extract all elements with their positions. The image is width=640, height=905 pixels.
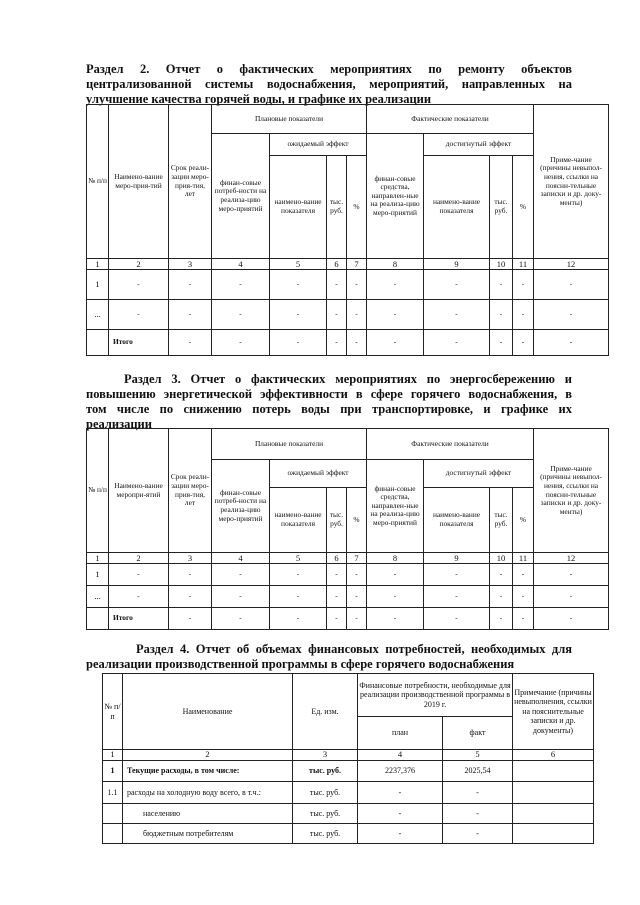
table-row <box>103 824 594 844</box>
cell: - <box>270 330 327 356</box>
cell-unit: тыс. руб. <box>293 782 358 804</box>
cell-num: 1 <box>103 761 123 782</box>
section3-heading-line: реализации <box>86 417 152 431</box>
table-row <box>103 804 594 824</box>
header-note: Приме-чание (причины невыпол-нения, ссылки на поясни-тельные записки и др. доку-менты) <box>534 105 609 259</box>
cell-plan: - <box>358 804 443 824</box>
cell: - <box>169 270 212 300</box>
cell: - <box>513 330 534 356</box>
header-indicator: наимено-вание показателя <box>424 488 490 553</box>
col-number: 3 <box>169 259 212 270</box>
cell: - <box>490 270 513 300</box>
table-row <box>103 782 594 804</box>
header-expected: ожидаемый эффект <box>270 134 367 156</box>
total-row <box>87 608 609 630</box>
cell: - <box>534 270 609 300</box>
cell: - <box>513 586 534 608</box>
col-number: 8 <box>367 259 424 270</box>
header-fact: факт <box>443 717 513 750</box>
cell: ... <box>87 300 109 330</box>
header-fact-fin: финан-совые средства, направлен-ные на реализа-цию меро-приятий <box>367 134 424 259</box>
cell: - <box>212 586 270 608</box>
cell-fact: - <box>443 824 513 844</box>
cell-unit: тыс. руб. <box>293 824 358 844</box>
table-row <box>87 300 609 330</box>
cell: - <box>169 564 212 586</box>
section2-heading <box>86 62 572 107</box>
cell-note <box>513 761 594 782</box>
cell: - <box>169 608 212 630</box>
cell-unit: тыс. руб. <box>293 761 358 782</box>
header-plan-fin: финан-совые потреб-ности на реализа-цию меро-приятий <box>212 134 270 259</box>
cell: - <box>534 608 609 630</box>
cell: - <box>270 586 327 608</box>
header-indicator: наимено-вание показателя <box>270 488 327 553</box>
cell-plan: - <box>358 824 443 844</box>
cell-note <box>513 824 594 844</box>
section3-heading-line: Раздел 3. Отчет о фактических мероприятиях по энергосбережению и <box>124 372 572 386</box>
section4-table <box>102 673 594 844</box>
header-rub: тыс. руб. <box>490 156 513 259</box>
cell: - <box>327 586 347 608</box>
cell-note <box>513 782 594 804</box>
cell: - <box>513 564 534 586</box>
col-number: 5 <box>270 553 327 564</box>
col-number: 11 <box>513 259 534 270</box>
cell-fact: - <box>443 782 513 804</box>
header-note: Приме-чание (причины невыпол-нения, ссылки на поясни-тельные записки и др. доку-менты) <box>534 429 609 553</box>
cell: - <box>367 608 424 630</box>
cell: - <box>327 608 347 630</box>
header-plan-fin: финан-совые потреб-ности на реализа-цию меро-приятий <box>212 460 270 553</box>
cell-fact: 2025,54 <box>443 761 513 782</box>
table-row <box>87 564 609 586</box>
table-row <box>87 270 609 300</box>
header-term: Срок реали-зации меро-прия-тия, лет <box>169 429 212 553</box>
cell: - <box>424 300 490 330</box>
cell-name: населению <box>123 804 293 824</box>
section3-table <box>86 428 609 630</box>
col-number: 7 <box>347 553 367 564</box>
col-number: 7 <box>347 259 367 270</box>
cell: - <box>169 300 212 330</box>
cell: - <box>424 586 490 608</box>
cell-plan: - <box>358 782 443 804</box>
cell-name: бюджетным потребителям <box>123 824 293 844</box>
cell: - <box>534 586 609 608</box>
cell-fact: - <box>443 804 513 824</box>
col-number: 3 <box>293 750 358 761</box>
header-achieved: достигнутый эффект <box>424 134 534 156</box>
cell: - <box>347 300 367 330</box>
cell: - <box>212 608 270 630</box>
cell: - <box>490 564 513 586</box>
column-number-row <box>103 750 594 761</box>
section4-heading-line: реализации производственной программы в сфере горячего водоснабжения <box>86 657 515 671</box>
header-name: Наимено-вание меропри-ятий <box>109 429 169 553</box>
cell <box>87 608 109 630</box>
section2-table <box>86 104 609 356</box>
col-number: 6 <box>513 750 594 761</box>
col-number: 3 <box>169 553 212 564</box>
header-num: № п/п <box>87 429 109 553</box>
col-number: 12 <box>534 259 609 270</box>
cell: - <box>367 330 424 356</box>
cell <box>87 330 109 356</box>
header-planned: Плановые показатели <box>212 429 367 460</box>
cell: - <box>270 608 327 630</box>
cell: - <box>490 330 513 356</box>
total-label: Итого <box>109 330 169 356</box>
section4-heading-line: Раздел 4. Отчет об объемах финансовых потребностей, необходимых для <box>136 642 572 656</box>
cell: - <box>270 270 327 300</box>
cell: - <box>367 300 424 330</box>
col-number: 6 <box>327 259 347 270</box>
cell: - <box>109 300 169 330</box>
col-number: 2 <box>109 259 169 270</box>
header-plan: план <box>358 717 443 750</box>
cell: - <box>327 270 347 300</box>
cell: - <box>367 586 424 608</box>
cell: - <box>424 564 490 586</box>
cell-num <box>103 804 123 824</box>
cell: ... <box>87 586 109 608</box>
cell-num <box>103 824 123 844</box>
cell: - <box>534 564 609 586</box>
header-achieved: достигнутый эффект <box>424 460 534 488</box>
cell: - <box>367 270 424 300</box>
cell: - <box>534 300 609 330</box>
header-fin-needs: Финансовые потребности, необходимые для реализации производственной программы в 2019 г. <box>358 674 513 717</box>
col-number: 10 <box>490 553 513 564</box>
col-number: 4 <box>212 259 270 270</box>
header-rub: тыс. руб. <box>327 488 347 553</box>
cell: - <box>424 330 490 356</box>
header-name: Наименование <box>123 674 293 750</box>
cell: - <box>327 300 347 330</box>
cell: - <box>490 608 513 630</box>
cell: - <box>534 330 609 356</box>
cell: - <box>212 300 270 330</box>
header-name: Наимено-вание меро-прия-тий <box>109 105 169 259</box>
cell: 1 <box>87 270 109 300</box>
cell: - <box>212 270 270 300</box>
col-number: 1 <box>103 750 123 761</box>
total-label: Итого <box>109 608 169 630</box>
cell: - <box>490 300 513 330</box>
col-number: 4 <box>212 553 270 564</box>
header-num: № п/п <box>87 105 109 259</box>
col-number: 8 <box>367 553 424 564</box>
col-number: 2 <box>123 750 293 761</box>
cell: - <box>109 586 169 608</box>
section3-heading <box>86 372 572 432</box>
table-row <box>103 761 594 782</box>
header-expected: ожидаемый эффект <box>270 460 367 488</box>
header-rub: тыс. руб. <box>327 156 347 259</box>
col-number: 5 <box>443 750 513 761</box>
cell: - <box>212 330 270 356</box>
section3-heading-line: том числе по снижению потерь воды при транспортировке, и графике их <box>86 402 572 416</box>
cell: - <box>347 608 367 630</box>
cell: - <box>169 586 212 608</box>
header-unit: Ед. изм. <box>293 674 358 750</box>
col-number: 1 <box>87 259 109 270</box>
header-num: № п/п <box>103 674 123 750</box>
cell: - <box>109 270 169 300</box>
col-number: 4 <box>358 750 443 761</box>
cell: - <box>347 270 367 300</box>
cell: - <box>169 330 212 356</box>
cell-num: 1.1 <box>103 782 123 804</box>
cell: - <box>424 270 490 300</box>
header-indicator: наимено-вание показателя <box>424 156 490 259</box>
header-planned: Плановые показатели <box>212 105 367 134</box>
cell: - <box>327 330 347 356</box>
cell: - <box>270 564 327 586</box>
header-pct: % <box>347 156 367 259</box>
col-number: 10 <box>490 259 513 270</box>
column-number-row <box>87 259 609 270</box>
col-number: 9 <box>424 259 490 270</box>
cell: - <box>347 586 367 608</box>
section4-heading <box>86 642 572 672</box>
col-number: 1 <box>87 553 109 564</box>
section2-heading-line: централизованной системы водоснабжения, мероприятий, направленных на <box>86 77 572 91</box>
header-actual: Фактические показатели <box>367 429 534 460</box>
cell: - <box>347 330 367 356</box>
header-pct: % <box>347 488 367 553</box>
cell: - <box>513 270 534 300</box>
table-row <box>87 586 609 608</box>
cell-unit: тыс. руб. <box>293 804 358 824</box>
col-number: 6 <box>327 553 347 564</box>
header-indicator: наимено-вание показателя <box>270 156 327 259</box>
header-note: Примечание (причины невыполнения, ссылки на пояснительные записки и др. документы) <box>513 674 594 750</box>
cell: - <box>327 564 347 586</box>
col-number: 5 <box>270 259 327 270</box>
cell-name: расходы на холодную воду всего, в т.ч.: <box>123 782 293 804</box>
cell: - <box>367 564 424 586</box>
cell: - <box>212 564 270 586</box>
section3-heading-line: повышению энергетической эффективности в сфере горячего водоснабжения, в <box>86 387 572 401</box>
cell-note <box>513 804 594 824</box>
cell: - <box>513 608 534 630</box>
section2-heading-line: улучшение качества горячей воды, и графике их реализации <box>86 92 432 106</box>
header-pct: % <box>513 156 534 259</box>
col-number: 2 <box>109 553 169 564</box>
cell: - <box>424 608 490 630</box>
cell: - <box>490 586 513 608</box>
header-rub: тыс. руб. <box>490 488 513 553</box>
header-pct: % <box>513 488 534 553</box>
cell: - <box>513 300 534 330</box>
cell: 1 <box>87 564 109 586</box>
total-row <box>87 330 609 356</box>
section2-heading-line: Раздел 2. Отчет о фактических мероприятиях по ремонту объектов <box>86 62 572 76</box>
cell-name: Текущие расходы, в том числе: <box>123 761 293 782</box>
cell: - <box>109 564 169 586</box>
col-number: 9 <box>424 553 490 564</box>
cell: - <box>347 564 367 586</box>
cell-plan: 2237,376 <box>358 761 443 782</box>
header-fact-fin: финан-совые средства, направлен-ные на реализа-цию меро-приятий <box>367 460 424 553</box>
cell: - <box>270 300 327 330</box>
col-number: 12 <box>534 553 609 564</box>
col-number: 11 <box>513 553 534 564</box>
header-actual: Фактические показатели <box>367 105 534 134</box>
header-term: Срок реали-зации меро-прия-тия, лет <box>169 105 212 259</box>
column-number-row <box>87 553 609 564</box>
